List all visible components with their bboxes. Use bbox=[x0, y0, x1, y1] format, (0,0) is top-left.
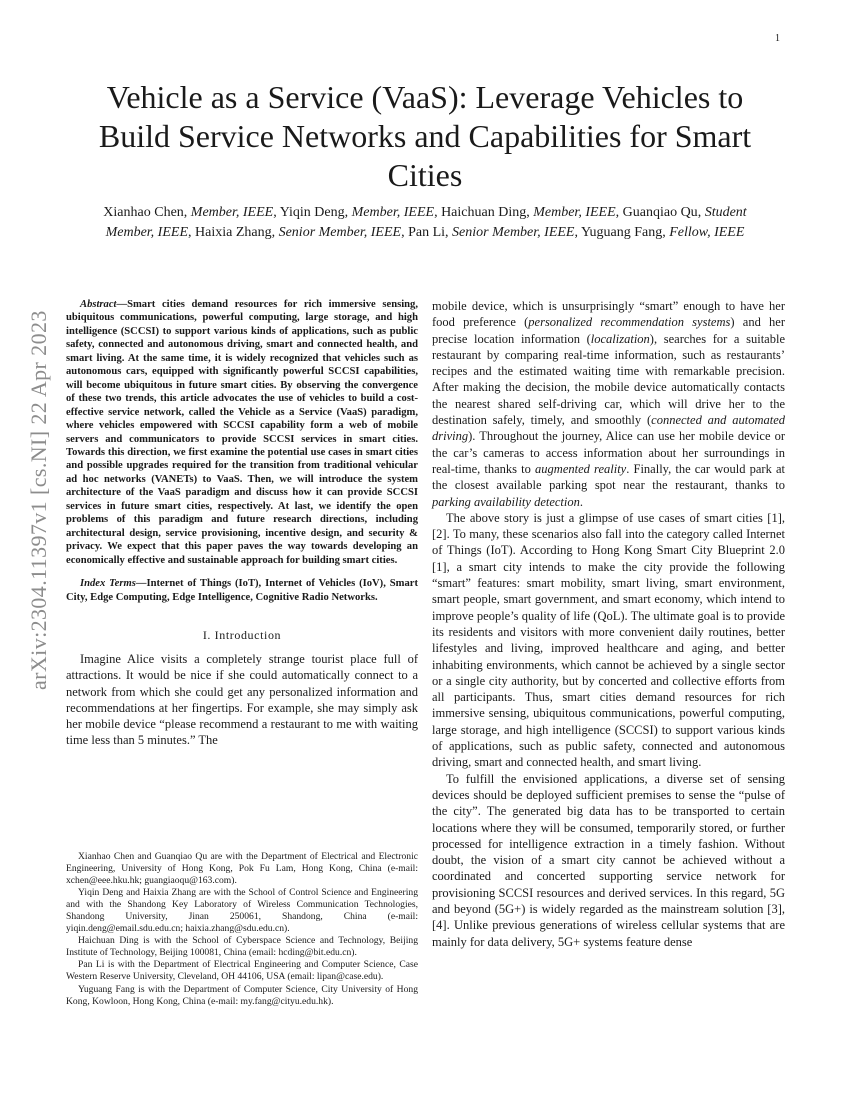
footnotes bbox=[66, 851, 418, 1008]
author-role: Member, IEEE bbox=[190, 205, 274, 220]
text-run: mobile device, which is unsurprisingly “smart” enough to have her food preference ( bbox=[432, 299, 785, 330]
author-role: Student Member, IEEE bbox=[105, 205, 747, 240]
footnote: Xianhao Chen and Guanqiao Qu are with the Department of Electrical and Electronic Engineering, University of Hong Kong, Pok Fu Lam, Hong Kong, China (e-mail: xchen@eee.hku.hk; guangiaoqu@163.com). bbox=[66, 851, 418, 887]
body-paragraph-2: The above story is just a glimpse of use cases of smart cities [1], [2]. To many, these scenarios also fall into the category called Internet of Things (IoT). According to Hong Kong Smart City Blueprint 2.0 [1], a smart city intends to make the city provide the following “smart” features: smart mobility, smart living, smart environment, smart people, smart government, and smart economy, which intend to improve people’s quality of life (QoL). The ultimate goal is to provide its residents and visitors with more convenient daily routines, better lifestyles and living, improved healthcare and aging, and better inhabiting environments, which cannot be achieved by a single sector or a single city authority, but by concerted and collective efforts from all participants. Thus, smart cities demand resources for rich immersive sensing, ubiquitous communications, powerful computing, large storage, and high intelligence (SCCSI) to support various kinds of applications, such as public safety, connected and autonomous driving, smart and connected health, and smart living. bbox=[432, 510, 785, 770]
abstract-label: Abstract bbox=[80, 299, 117, 310]
text-run: . bbox=[579, 494, 584, 509]
index-terms-text: —Internet of Things (IoT), Internet of Vehicles (IoV), Smart City, Edge Computing, Edge Intelligence, Cognitive Radio Networks. bbox=[66, 578, 418, 603]
paper-title: Vehicle as a Service (VaaS): Leverage Vehicles to Build Service Networks and Capabilities for Smart Cities bbox=[98, 79, 752, 193]
emphasis-text: connected and automated driving bbox=[432, 413, 785, 444]
index-terms bbox=[66, 577, 418, 604]
author-role: Member, IEEE bbox=[533, 205, 616, 220]
author-name: Xianhao Chen bbox=[103, 205, 184, 220]
text-run: ), searches for a suitable restaurant by comparing real-time information, such as restaurants’ recipes and the estimated waiting time with remarkable precision. After making the decision, the mobile device automatically contacts the nearest shared self-driving car, which will drive her to the destination safely, timely, and smoothly ( bbox=[432, 331, 785, 428]
author-role: Member, IEEE bbox=[351, 205, 435, 220]
author-name: Haixia Zhang bbox=[195, 225, 272, 240]
text-run: . Finally, the car would park at the closest available parking spot near the restaurant, thanks to bbox=[432, 461, 785, 493]
footnote: Yuguang Fang is with the Department of Computer Science, City University of Hong Kong, Kowloon, Hong Kong, China (e-mail: my.fang@cityu.edu.hk). bbox=[66, 983, 418, 1007]
author-name: Yiqin Deng bbox=[279, 205, 345, 220]
arxiv-identifier-stamp[interactable] bbox=[26, 300, 50, 690]
author-list: Xianhao Chen, Member, IEEE, Yiqin Deng, Member, IEEE, Haichuan Ding, Member, IEEE, Guanqiao Qu, Student Member, IEEE, Haixia Zhang, Senior Member, IEEE, Pan Li, Senior Member, IEEE, Yuguang Fang, Fellow, IEEE bbox=[103, 205, 747, 240]
section-heading-introduction: I. Introduction bbox=[202, 627, 282, 642]
author-name: Haichuan Ding bbox=[441, 205, 527, 220]
footnote: Pan Li is with the Department of Electrical Engineering and Computer Science, Case Western Reserve University, Cleveland, OH 44106, USA (email: lipan@case.edu). bbox=[66, 959, 418, 983]
arxiv-identifier-text: arXiv:2304.11397v1 [cs.NI] 22 Apr 2023 bbox=[26, 310, 51, 690]
author-role: Fellow, IEEE bbox=[669, 225, 745, 240]
abstract-text: —Smart cities demand resources for rich immersive sensing, ubiquitous communications, powerful computing, large storage, and high intelligence (SCCSI) to support various kinds of applications, such as public safety, connected and autonomous driving, smart and connected health, and smart living. At the same time, it is widely recognized that vehicles such as autonomous cars, equipped with significantly powerful SCCSI capabilities, will become ubiquitous in future smart cities. By observing the convergence of these two trends, this article advocates the use of vehicles to build a cost-effective service network, called the Vehicle as a Service (VaaS) paradigm, where vehicles empowered with SCCSI capability form a web of mobile servers and communicators to provide SCCSI services in smart cities. Towards this direction, we first examine the potential use cases in smart cities and possible upgrades required for the transition from traditional vehicular ad hoc networks (VANETs) to VaaS. Then, we will introduce the system architecture of the VaaS paradigm and discuss how it can provide SCCSI services in future smart cities, respectively. At last, we identify the open problems of this paradigm and future research directions, including architectural design, service provisioning, incentive design, and security & privacy. We expect that this paper paves the way towards developing an economically effective and sustainable approach for building smart cities. bbox=[66, 299, 418, 566]
emphasis-text: augmented reality bbox=[535, 461, 627, 476]
emphasis-text: localization bbox=[590, 331, 650, 346]
right-column bbox=[432, 298, 785, 950]
author-name: Guanqiao Qu bbox=[622, 205, 698, 220]
author-role: Senior Member, IEEE bbox=[452, 225, 575, 240]
index-terms-label: Index Terms bbox=[80, 578, 136, 590]
footnote: Haichuan Ding is with the School of Cyberspace Science and Technology, Beijing Institute of Technology, Beijing 100081, China (email: hcding@bit.edu.cn). bbox=[66, 935, 418, 959]
text-run: ) and her precise location information ( bbox=[432, 315, 786, 346]
emphasis-text: parking availability detection bbox=[432, 494, 580, 509]
author-name: Pan Li bbox=[408, 225, 446, 240]
body-paragraph-3: To fulfill the envisioned applications, a diverse set of sensing devices should be deployed sufficient premises to sense the “pulse of the city”. The generated big data has to be transported to certain locations where they will be consumed, temporarily stored, or further processed for intelligence extraction in a timely fashion. Without doubt, the vision of a smart city cannot be achieved without a coordinated and concerted supporting service network for provisioning SCCSI resources and derived services. In this regard, 5G and beyond (5G+) is widely regarded as the mainstream solution [3], [4]. Unlike previous generations of wireless cellular systems that are mainly for data delivery, 5G+ systems feature dense bbox=[432, 771, 785, 949]
emphasis-text: personalized recommendation systems bbox=[528, 315, 731, 330]
author-role: Senior Member, IEEE bbox=[278, 225, 402, 240]
body-paragraph-1 bbox=[432, 298, 785, 510]
left-column bbox=[66, 298, 418, 749]
text-run: ). Throughout the journey, Alice can use her mobile device or the car’s cameras to access information about her surroundings in real-time, thanks to bbox=[432, 429, 785, 476]
author-name: Yuguang Fang bbox=[580, 225, 663, 240]
abstract bbox=[66, 298, 418, 567]
footnote: Yiqin Deng and Haixia Zhang are with the School of Control Science and Engineering and with the Shandong Key Laboratory of Wireless Communication Technologies, Shandong University, Jinan 250061, Shandong, China (e-mail: yiqin.deng@email.sdu.edu.cn; haixia.zhang@sdu.edu.cn). bbox=[66, 887, 418, 935]
intro-paragraph: Imagine Alice visits a completely strange tourist place full of attractions. It would be nice if she could automatically connect to a network from which she could get any personalized information and recommendations at her fingertips. For example, she may simply ask her mobile device “please recommend a restaurant to me with waiting time less than 5 minutes.” The bbox=[66, 651, 418, 748]
page-number: 1 bbox=[775, 33, 780, 44]
